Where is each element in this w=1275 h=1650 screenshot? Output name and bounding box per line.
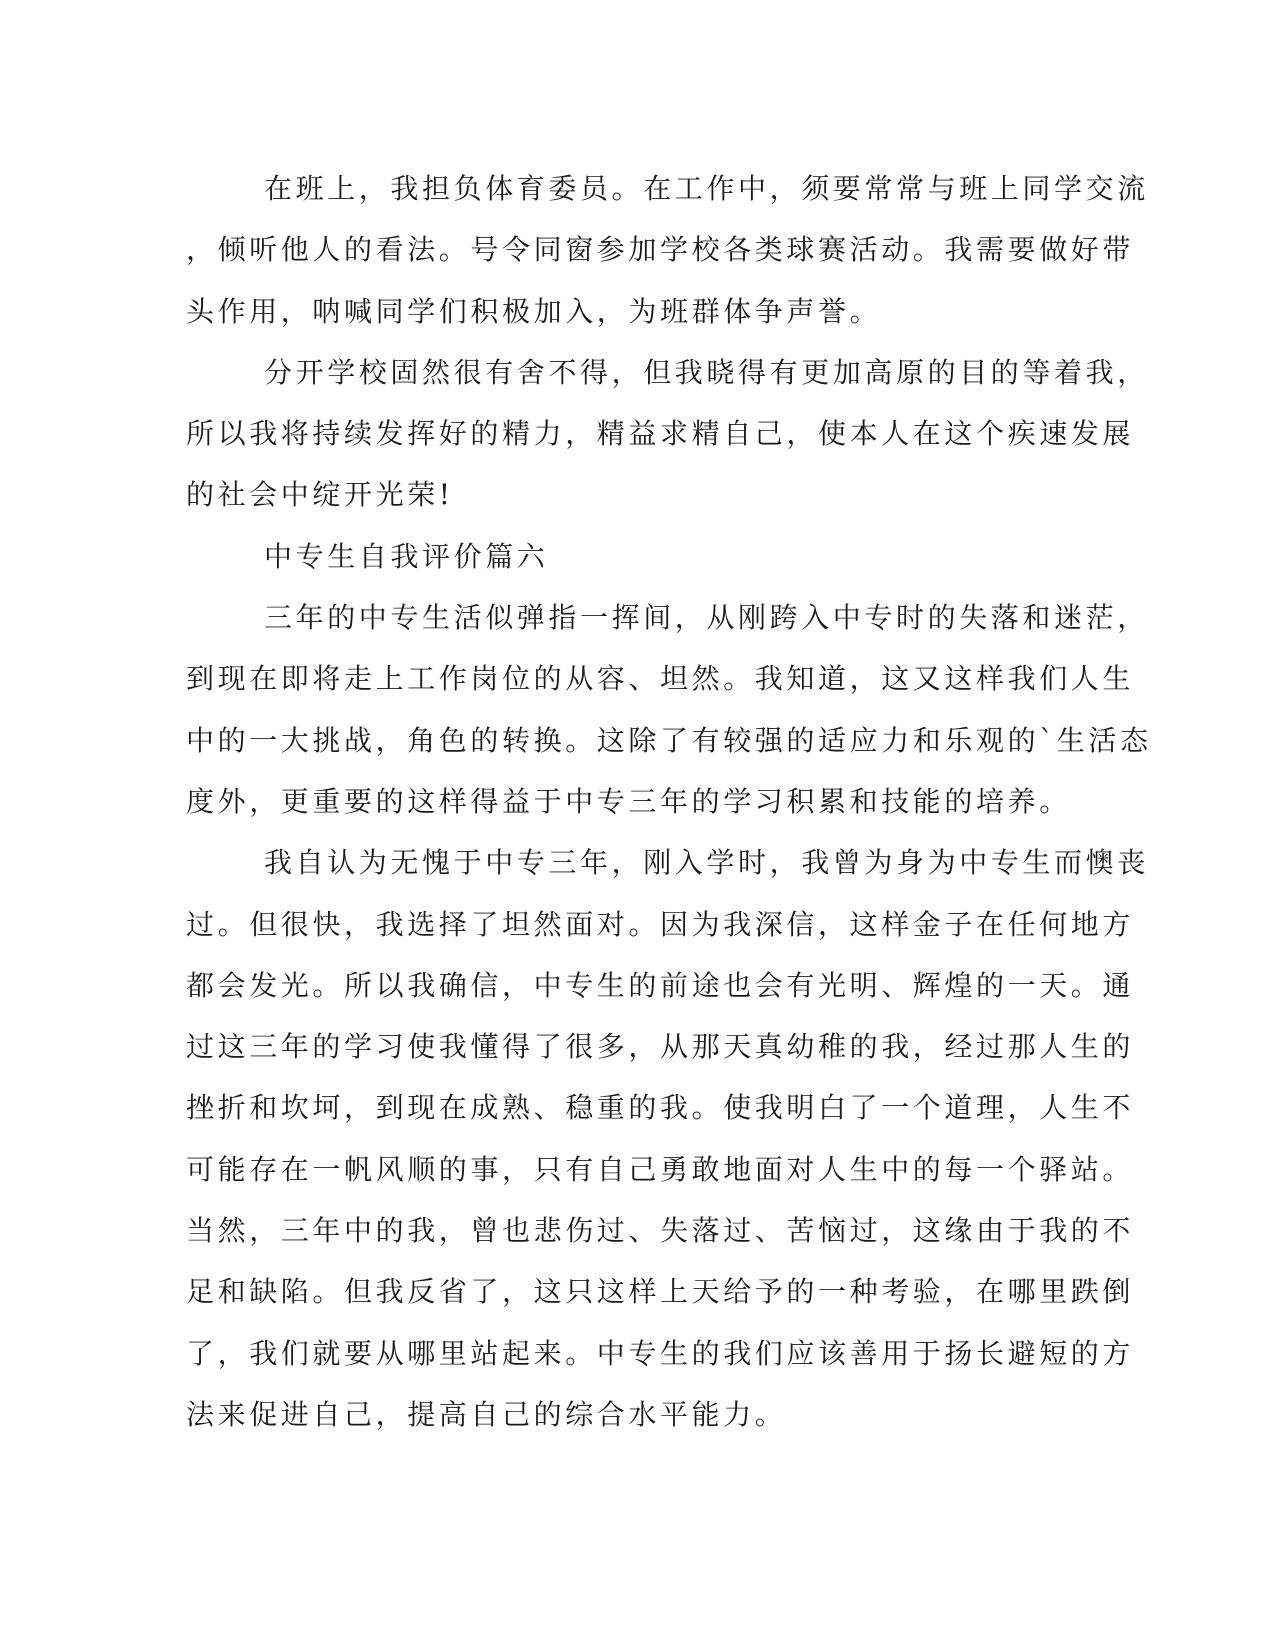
text-line: ，倾听他人的看法。号令同窗参加学校各类球赛活动。我需要做好带 [186, 233, 1135, 267]
text-line: 的社会中绽开光荣! [186, 478, 454, 512]
text-line: 都会发光。所以我确信，中专生的前途也会有光明、辉煌的一天。通 [186, 968, 1135, 1002]
section-heading: 中专生自我评价篇六 [264, 539, 549, 573]
text-line: 头作用，呐喊同学们积极加入，为班群体争声誉。 [186, 294, 882, 328]
text-line: 三年的中专生活似弹指一挥间，从刚跨入中专时的失落和迷茫， [264, 601, 1149, 635]
text-line: 中的一大挑战，角色的转换。这除了有较强的适应力和乐观的`生活态 [186, 723, 1152, 757]
text-line: 当然，三年中的我，曾也悲伤过、失落过、苦恼过，这缘由于我的不 [186, 1214, 1135, 1248]
text-line: 过。但很快，我选择了坦然面对。因为我深信，这样金子在任何地方 [186, 907, 1135, 941]
text-line: 在班上，我担负体育委员。在工作中，须要常常与班上同学交流 [264, 172, 1149, 205]
text-line: 足和缺陷。但我反省了，这只这样上天给予的一种考验，在哪里跌倒 [186, 1275, 1135, 1309]
text-line: 法来促进自己，提高自己的综合水平能力。 [186, 1397, 787, 1431]
text-line: 可能存在一帆风顺的事，只有自己勇敢地面对人生中的每一个驿站。 [186, 1152, 1135, 1186]
text-line: 到现在即将走上工作岗位的从容、坦然。我知道，这又这样我们人生 [186, 662, 1135, 696]
text-line: 我自认为无愧于中专三年，刚入学时，我曾为身为中专生而懊丧 [264, 846, 1149, 880]
text-line: 挫折和坎坷，到现在成熟、稳重的我。使我明白了一个道理，人生不 [186, 1091, 1135, 1125]
text-line: 所以我将持续发挥好的精力，精益求精自己，使本人在这个疾速发展 [186, 417, 1135, 451]
text-line: 分开学校固然很有舍不得，但我晓得有更加高原的目的等着我， [264, 355, 1149, 389]
text-line: 度外，更重要的这样得益于中专三年的学习积累和技能的培养。 [186, 784, 1071, 818]
text-line: 过这三年的学习使我懂得了很多，从那天真幼稚的我，经过那人生的 [186, 1030, 1135, 1064]
text-line: 了，我们就要从哪里站起来。中专生的我们应该善用于扬长避短的方 [186, 1336, 1135, 1370]
document-body [186, 158, 1152, 1445]
